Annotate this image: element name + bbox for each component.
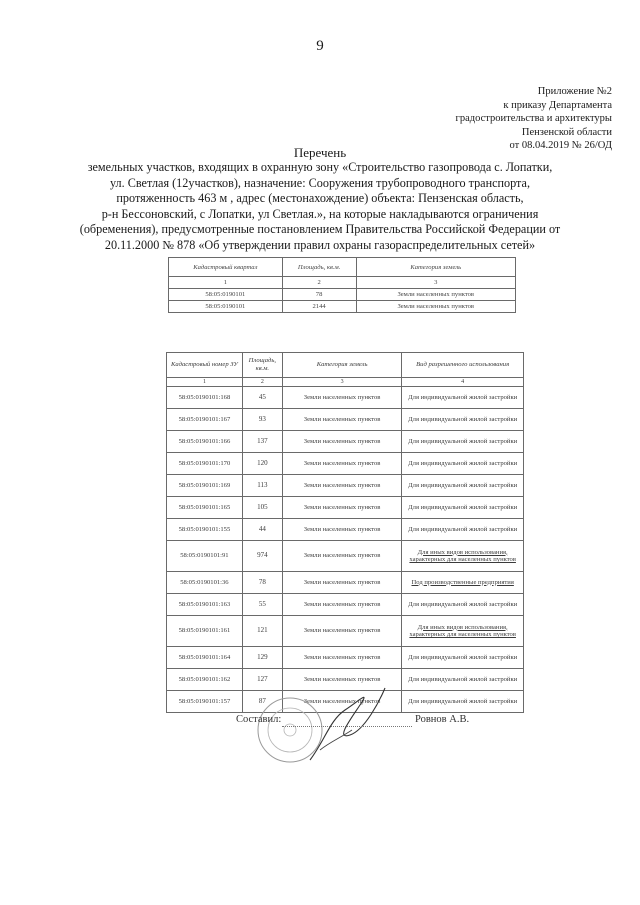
cell-category: Земли населенных пунктов [282, 453, 402, 475]
cell-cadastral-number: 58:05:0190101:168 [167, 387, 243, 409]
cell-cadastral-number: 58:05:0190101:91 [167, 541, 243, 572]
cell-permitted-use: Для иных видов использования, характерных для населенных пунктов [402, 616, 524, 647]
header-land-category: Категория земель [356, 258, 516, 277]
land-plots-table [166, 352, 524, 713]
cadastral-quarter-table [168, 257, 516, 313]
table-row [167, 647, 524, 669]
cell-cadastral-number: 58:05:0190101:157 [167, 691, 243, 713]
cell-permitted-use: Для индивидуальной жилой застройки [402, 453, 524, 475]
cell-category: Земли населенных пунктов [282, 409, 402, 431]
cell-cadastral-number: 58:05:0190101:169 [167, 475, 243, 497]
description-line: (обременения), предусмотренные постановлением Правительства Российской Федерации от [79, 222, 561, 236]
cell-category: Земли населенных пунктов [356, 289, 516, 301]
cell-category: Земли населенных пунктов [282, 594, 402, 616]
column-number: 3 [356, 277, 516, 289]
column-number: 2 [282, 277, 356, 289]
cell-category: Земли населенных пунктов [282, 669, 402, 691]
appendix-line: к приказу Департамента [503, 99, 612, 111]
header-area: Площадь, кв.м. [242, 353, 282, 378]
cell-cadastral-number: 58:05:0190101:166 [167, 431, 243, 453]
table-row [167, 453, 524, 475]
cell-area: 120 [242, 453, 282, 475]
cell-area: 45 [242, 387, 282, 409]
column-number: 1 [169, 277, 283, 289]
cell-category: Земли населенных пунктов [282, 616, 402, 647]
document-title: Перечень [293, 145, 347, 160]
cell-category: Земли населенных пунктов [282, 541, 402, 572]
appendix-line: градостроительства и архитектуры [455, 113, 612, 124]
table-row [167, 497, 524, 519]
cell-permitted-use: Для индивидуальной жилой застройки [402, 691, 524, 713]
cell-permitted-use: Для индивидуальной жилой застройки [402, 409, 524, 431]
cell-area: 78 [282, 289, 356, 301]
cell-area: 113 [242, 475, 282, 497]
column-number: 4 [402, 378, 524, 387]
cell-cadastral-number: 58:05:0190101:161 [167, 616, 243, 647]
signatory-name: Ровнов А.В. [415, 714, 470, 725]
cell-area: 974 [242, 541, 282, 572]
cell-category: Земли населенных пунктов [282, 431, 402, 453]
cell-cadastral-number: 58:05:0190101:162 [167, 669, 243, 691]
cell-cadastral-number: 58:05:0190101:155 [167, 519, 243, 541]
table-row [167, 519, 524, 541]
cell-category: Земли населенных пунктов [282, 647, 402, 669]
column-number: 1 [167, 378, 243, 387]
table-row [167, 431, 524, 453]
cell-permitted-use: Для индивидуальной жилой застройки [402, 594, 524, 616]
appendix-line: от 08.04.2019 № 26/ОД [509, 140, 612, 151]
cell-category: Земли населенных пунктов [282, 497, 402, 519]
table-row [167, 409, 524, 431]
table-row [167, 572, 524, 594]
cell-area: 121 [242, 616, 282, 647]
cell-category: Земли населенных пунктов [282, 572, 402, 594]
cell-permitted-use: Для индивидуальной жилой застройки [402, 497, 524, 519]
cell-quarter: 58:05:0190101 [169, 289, 283, 301]
cell-permitted-use: Для индивидуальной жилой застройки [402, 475, 524, 497]
header-land-category: Категория земель [282, 353, 402, 378]
cell-area: 105 [242, 497, 282, 519]
cell-cadastral-number: 58:05:0190101:164 [167, 647, 243, 669]
description-line: земельных участков, входящих в охранную зону «Строительство газопровода с. Лопатки, [87, 160, 553, 174]
cell-category: Земли населенных пунктов [282, 519, 402, 541]
column-number: 3 [282, 378, 402, 387]
signature-line [282, 726, 412, 727]
appendix-line: Пензенской области [521, 126, 612, 138]
description-line: протяженность 463 м , адрес (местонахождение) объекта: Пензенская область, [116, 191, 524, 205]
table-row [169, 301, 516, 313]
table-row [167, 541, 524, 572]
cell-cadastral-number: 58:05:0190101:163 [167, 594, 243, 616]
cell-permitted-use: Под производственные предприятия [402, 572, 524, 594]
cell-permitted-use: Для иных видов использования, характерных для населенных пунктов [402, 541, 524, 572]
cell-area: 78 [242, 572, 282, 594]
cell-permitted-use: Для индивидуальной жилой застройки [402, 519, 524, 541]
description-line: ул. Светлая (12участков), назначение: Сооружения трубопроводного транспорта, [109, 175, 530, 190]
cell-area: 44 [242, 519, 282, 541]
header-cadastral-quarter: Кадастровый квартал [169, 258, 283, 277]
cell-category: Земли населенных пунктов [356, 301, 516, 313]
appendix-header [456, 85, 612, 153]
cell-quarter: 58:05:0190101 [169, 301, 283, 313]
cell-category: Земли населенных пунктов [282, 387, 402, 409]
cell-cadastral-number: 58:05:0190101:167 [167, 409, 243, 431]
cell-area: 137 [242, 431, 282, 453]
appendix-line: Приложение №2 [537, 86, 612, 97]
cell-area: 127 [242, 669, 282, 691]
header-permitted-use: Вид разрешенного использования [402, 353, 524, 378]
table-row [167, 387, 524, 409]
cell-permitted-use: Для индивидуальной жилой застройки [402, 669, 524, 691]
cell-category: Земли населенных пунктов [282, 691, 402, 713]
cell-area: 55 [242, 594, 282, 616]
document-description [40, 160, 600, 253]
cell-permitted-use: Для индивидуальной жилой застройки [402, 431, 524, 453]
table-row [167, 475, 524, 497]
page-number: 9 [316, 38, 324, 54]
table-row [167, 594, 524, 616]
cell-cadastral-number: 58:05:0190101:170 [167, 453, 243, 475]
signature-label: Составил: [236, 714, 282, 725]
cell-area: 87 [242, 691, 282, 713]
description-line: р-н Бессоновский, с Лопатки, ул Светлая.», на которые накладываются ограничения [101, 206, 539, 221]
header-cadastral-number: Кадастровый номер ЗУ [167, 353, 243, 378]
cell-cadastral-number: 58:05:0190101:36 [167, 572, 243, 594]
signature-block [0, 712, 640, 772]
cell-area: 129 [242, 647, 282, 669]
table-row [167, 616, 524, 647]
cell-area: 2144 [282, 301, 356, 313]
header-area: Площадь, кв.м. [282, 258, 356, 277]
table-row [169, 289, 516, 301]
cell-cadastral-number: 58:05:0190101:165 [167, 497, 243, 519]
cell-permitted-use: Для индивидуальной жилой застройки [402, 647, 524, 669]
cell-category: Земли населенных пунктов [282, 475, 402, 497]
cell-permitted-use: Для индивидуальной жилой застройки [402, 387, 524, 409]
cell-area: 93 [242, 409, 282, 431]
column-number: 2 [242, 378, 282, 387]
description-line: 20.11.2000 № 878 «Об утверждении правил охраны газораспределительных сетей» [104, 237, 536, 252]
